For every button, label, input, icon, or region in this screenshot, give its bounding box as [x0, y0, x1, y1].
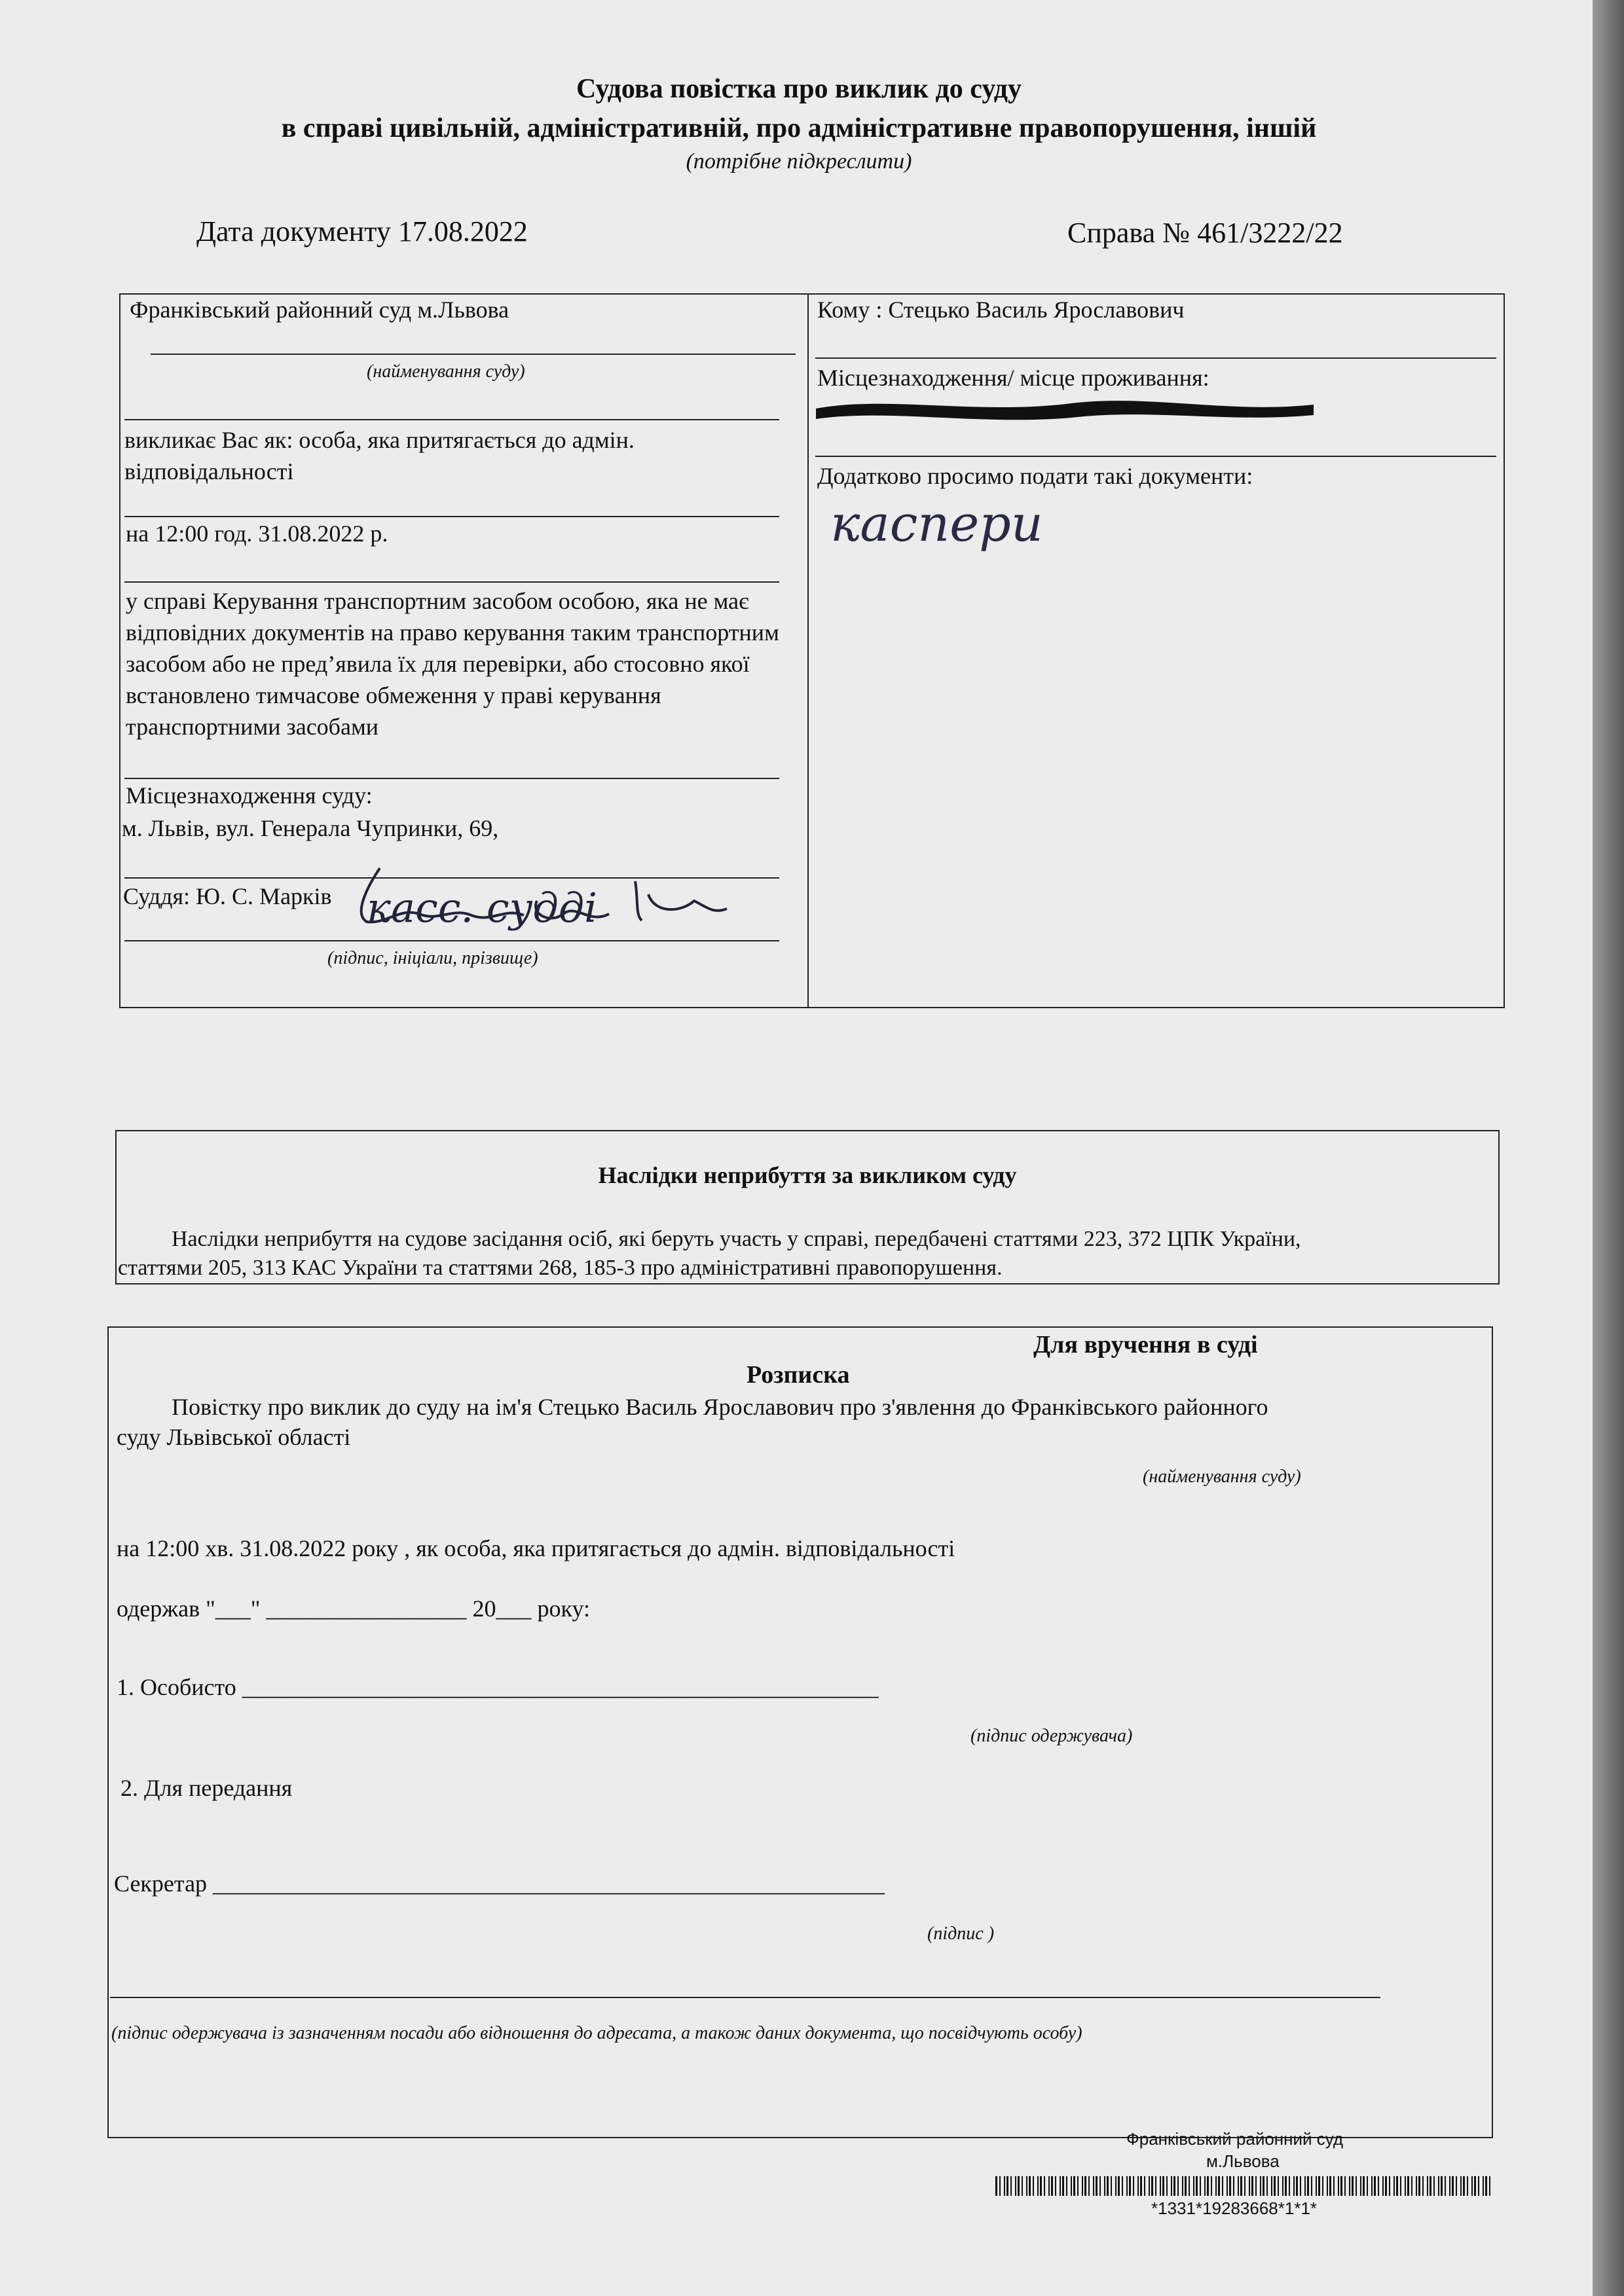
received-date-line: одержав "___" _________________ 20___ року:	[117, 1595, 591, 1622]
case-subject: у справі Керування транспортним засобом особою, яка не має відповідних документів на право керування таким транспортним засобом або не пред’явила їх для перевірки, або стосовно якої встановлено тимчасове обмеження у праві керування транспортними засобами	[126, 588, 779, 740]
recipient-signature-caption: (підпис одержувача)	[970, 1726, 1133, 1746]
document-subtitle: (потрібне підкреслити)	[686, 149, 912, 173]
secretary-line: Секретар _________________________________________________________	[114, 1870, 885, 1897]
document-title: Судова повістка про виклик до суду	[576, 74, 1022, 104]
receipt-heading: Розписка	[747, 1361, 850, 1389]
consequences-heading: Наслідки неприбуття за викликом суду	[598, 1162, 1017, 1188]
court-location-value: м. Львів, вул. Генерала Чупринки, 69,	[122, 815, 499, 841]
underline	[151, 354, 796, 355]
document-title-line2: в справі цивільній, адміністративній, про адміністративне правопорушення, іншій	[281, 113, 1317, 143]
column-divider	[807, 293, 809, 1008]
footer-court-city: м.Львова	[1206, 2151, 1280, 2171]
recipient-name: Кому : Стецько Василь Ярославович	[817, 297, 1185, 323]
for-court-label: Для вручення в суді	[1033, 1331, 1258, 1358]
receipt-footer-caption: (підпис одержувача із зазначенням посади або відношення до адресата, а також даних документа, що посвідчують особу)	[111, 2023, 1082, 2043]
for-transfer-line: 2. Для передання	[120, 1775, 293, 1801]
scan-edge	[1593, 0, 1624, 2296]
summons-role: викликає Вас як: особа, яка притягається до адмін. відповідальності	[124, 427, 635, 484]
court-location-label: Місцезнаходження суду:	[126, 782, 373, 809]
underline	[124, 940, 779, 941]
court-name: Франківський районний суд м.Львова	[130, 297, 509, 323]
barcode	[995, 2176, 1493, 2196]
secretary-signature-caption: (підпис )	[927, 1923, 995, 1944]
underline	[124, 516, 779, 517]
receipt-text-line1: Повістку про виклик до суду на ім'я Стецько Василь Ярославович про з'явлення до Франківського районного	[172, 1394, 1268, 1420]
judge-signature	[341, 862, 733, 934]
receipt-time-line: на 12:00 хв. 31.08.2022 року , як особа, яка притягається до адмін. відповідальності	[117, 1535, 955, 1561]
barcode-number: *1331*19283668*1*1*	[1151, 2198, 1318, 2218]
handwritten-note-text: касперu	[830, 495, 1043, 553]
consequences-text-line1: Наслідки неприбуття на судове засідання осіб, які беруть участь у справі, передбачені статтями 223, 372 ЦПК України,	[172, 1227, 1301, 1251]
underline	[815, 456, 1496, 457]
receipt-text-line2: суду Львівської області	[117, 1424, 351, 1450]
handwritten-note	[826, 495, 1088, 560]
judge-name: Суддя: Ю. С. Марків	[123, 883, 332, 909]
extra-docs-label: Додатково просимо подати такі документи:	[817, 463, 1253, 489]
underline	[124, 581, 779, 583]
document-date: Дата документу 17.08.2022	[196, 215, 528, 247]
underline	[110, 1997, 1380, 1998]
underline	[124, 419, 779, 420]
consequences-text-line2: статтями 205, 313 КАС України та статтями 268, 185-3 про адміністративні правопорушення.	[118, 1256, 1003, 1280]
case-number: Справа № 461/3222/22	[1067, 217, 1343, 249]
signature-caption: (підпис, ініціали, прізвище)	[327, 948, 538, 968]
signature-text: касс. суддi	[367, 884, 597, 932]
underline	[124, 778, 779, 779]
hearing-time: на 12:00 год. 31.08.2022 р.	[126, 520, 388, 547]
underline	[815, 357, 1496, 359]
residence-label: Місцезнаходження/ місце проживання:	[817, 365, 1209, 391]
court-caption: (найменування суду)	[367, 361, 525, 382]
receipt-court-caption: (найменування суду)	[1143, 1467, 1301, 1487]
redacted-address	[809, 389, 1320, 426]
personally-line: 1. Особисто ______________________________________________________	[117, 1674, 879, 1700]
footer-court-name: Франківський районний суд	[1126, 2129, 1344, 2149]
